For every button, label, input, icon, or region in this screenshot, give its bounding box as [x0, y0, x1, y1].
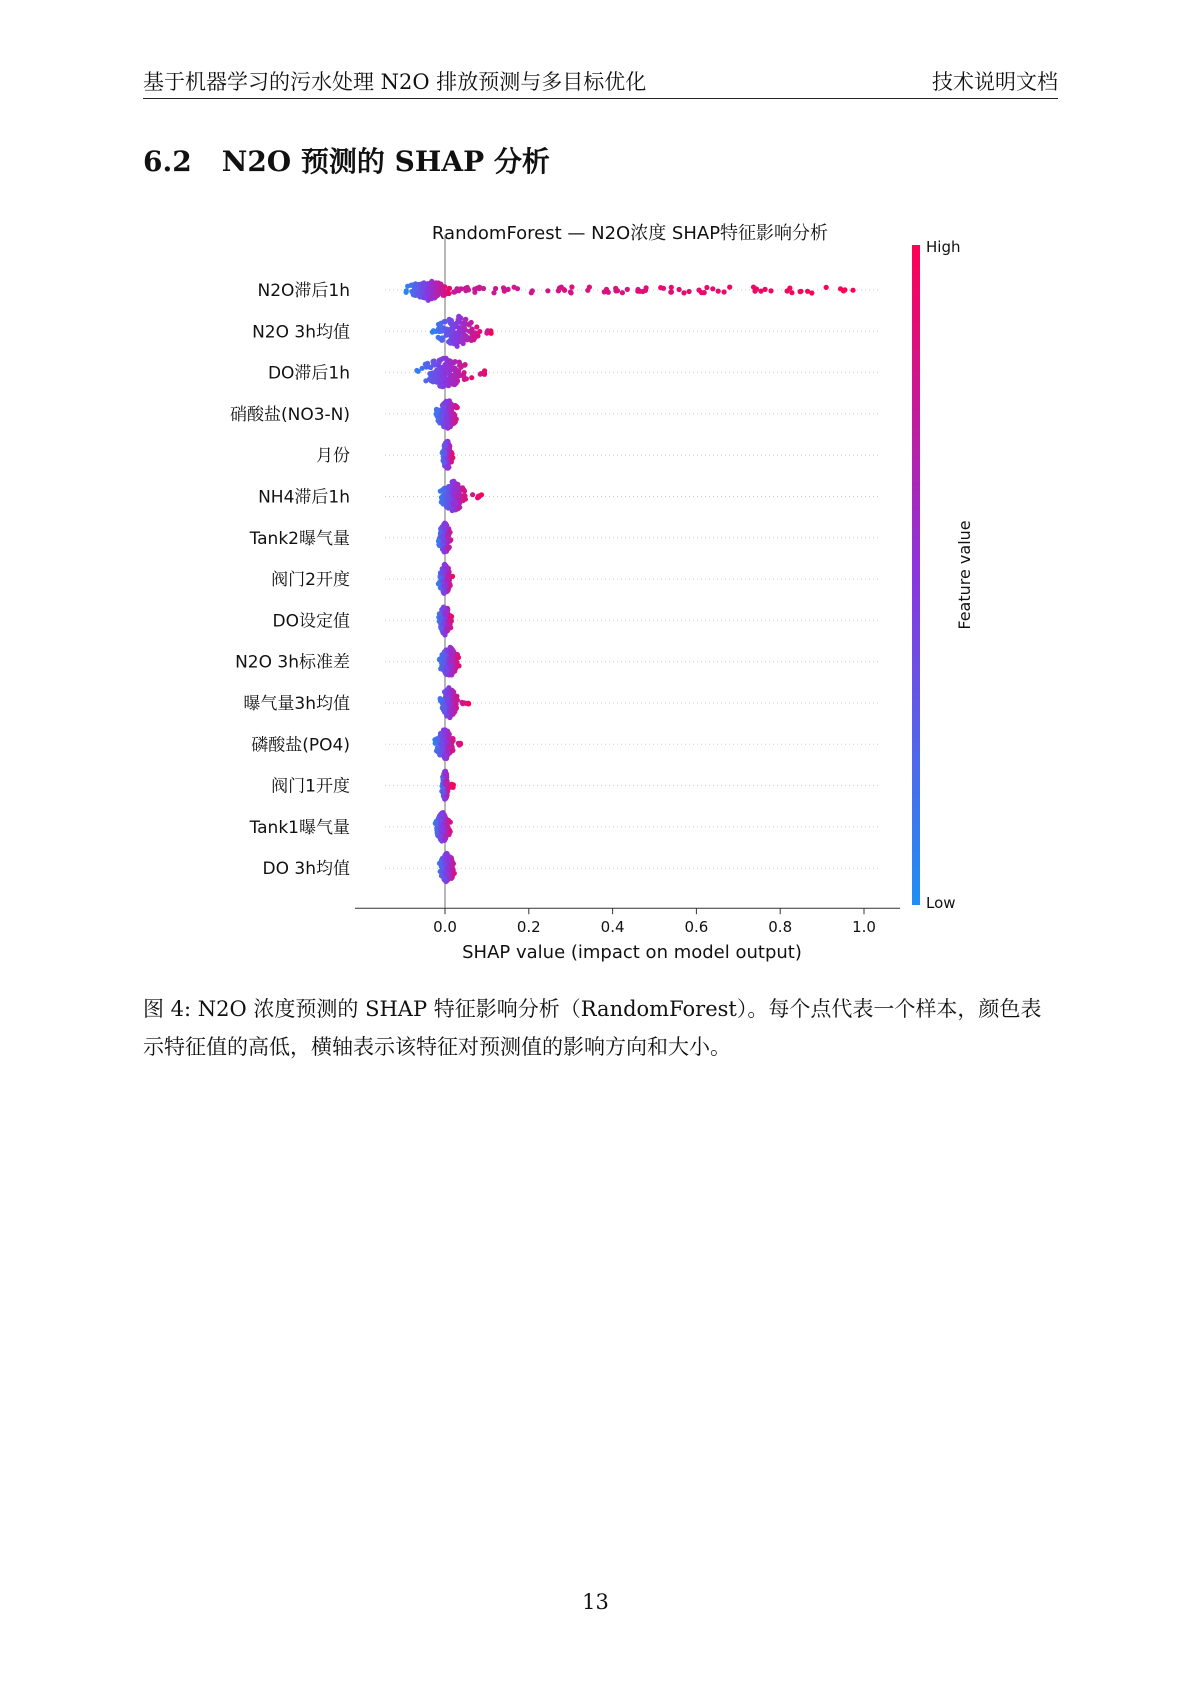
shap-point [669, 285, 674, 290]
x-tick-label: 0.8 [768, 918, 793, 937]
feature-label: DO 3h均值 [262, 859, 350, 880]
section-number: 6.2 [143, 145, 192, 178]
feature-label: 磷酸盐(PO4) [251, 735, 350, 756]
shap-point [569, 284, 574, 289]
shap-point [445, 465, 450, 470]
shap-point [625, 287, 630, 292]
shap-point [446, 573, 451, 578]
shap-point [440, 824, 445, 829]
shap-point [438, 288, 443, 293]
shap-point [455, 288, 460, 293]
shap-point [443, 773, 448, 778]
shap-point [444, 502, 449, 507]
shap-point [445, 533, 450, 538]
shap-point [442, 754, 447, 759]
shap-point [798, 289, 803, 294]
shap-point [439, 357, 444, 362]
shap-point [727, 285, 732, 290]
shap-point [464, 376, 469, 381]
shap-point [442, 584, 447, 589]
shap-point [431, 362, 436, 367]
shap-point [447, 744, 452, 749]
shap-point [448, 359, 453, 364]
shap-point [443, 382, 448, 387]
shap-point [461, 700, 466, 705]
colorbar-low-label: Low [926, 894, 956, 912]
x-tick-label: 0.0 [433, 918, 457, 937]
shap-point [441, 620, 446, 625]
shap-point [442, 521, 447, 526]
shap-point [458, 362, 463, 367]
feature-label: N2O 3h均值 [252, 322, 350, 343]
shap-point [441, 656, 446, 661]
feature-label: 硝酸盐(NO3-N) [229, 404, 350, 425]
shap-point [450, 711, 455, 716]
chart-title: RandomForest — N2O浓度 SHAP特征影响分析 [431, 223, 829, 244]
shap-point [457, 505, 462, 510]
shap-point [442, 460, 447, 465]
page-number: 13 [582, 1590, 609, 1614]
shap-point [454, 321, 459, 326]
shap-point [422, 295, 427, 300]
shap-point [441, 538, 446, 543]
shap-point [445, 628, 450, 633]
colorbar-high-label: High [926, 238, 961, 256]
shap-point [441, 652, 446, 657]
shap-point [430, 291, 435, 296]
figure-caption: 图 4: N2O 浓度预测的 SHAP 特征影响分析（RandomForest）。每个点代表一个样本，颜色表示特征值的高低，横轴表示该特征对预测值的影响方向和大小。 [143, 997, 1042, 1059]
shap-point [658, 285, 663, 290]
shap-point [438, 696, 443, 701]
shap-point [436, 539, 441, 544]
shap-point [569, 290, 574, 295]
shap-point [450, 479, 455, 484]
shap-point [502, 289, 507, 294]
shap-point [474, 324, 479, 329]
feature-dot-row [436, 562, 455, 596]
shap-point [470, 492, 475, 497]
shap-point [787, 286, 792, 291]
shap-point [491, 290, 496, 295]
shap-point [557, 285, 562, 290]
shap-point [443, 497, 448, 502]
shap-point [440, 740, 445, 745]
shap-point [763, 287, 768, 292]
shap-point [452, 490, 457, 495]
shap-point [456, 655, 461, 660]
shap-point [438, 626, 443, 631]
shap-point [444, 713, 449, 718]
shap-point [433, 373, 438, 378]
shap-point [464, 286, 469, 291]
shap-point [442, 525, 447, 530]
shap-point [482, 368, 487, 373]
shap-point [461, 321, 466, 326]
feature-dot-row [432, 727, 463, 761]
shap-point [436, 335, 441, 340]
shap-point [452, 871, 457, 876]
shap-point [768, 288, 773, 293]
shap-point [620, 290, 625, 295]
shap-point [443, 727, 448, 732]
shap-point [433, 741, 438, 746]
shap-point [716, 289, 721, 294]
shap-point [451, 690, 456, 695]
shap-point [447, 286, 452, 291]
shap-point [458, 339, 463, 344]
section-heading [143, 140, 550, 180]
feature-label: NH4滞后1h [258, 487, 350, 508]
shap-point [606, 290, 611, 295]
shap-point [440, 487, 445, 492]
shap-point [446, 619, 451, 624]
feature-label: Tank2曝气量 [249, 528, 350, 549]
shap-point [446, 546, 451, 551]
shap-point [850, 288, 855, 293]
shap-point [443, 871, 448, 876]
shap-point [444, 611, 449, 616]
colorbar-title: Feature value [955, 520, 974, 630]
shap-point [426, 288, 431, 293]
shap-point [439, 616, 444, 621]
feature-dot-row [437, 645, 462, 678]
shap-point [452, 338, 457, 343]
shap-point [443, 443, 448, 448]
shap-point [477, 329, 482, 334]
shap-point [461, 493, 466, 498]
shap-point [414, 368, 419, 373]
shap-point [462, 363, 467, 368]
shap-point [456, 741, 461, 746]
shap-point [805, 289, 810, 294]
shap-point [467, 321, 472, 326]
shap-point [444, 370, 449, 375]
header-doc-type: 技术说明文档 [932, 70, 1058, 94]
x-tick-label: 0.4 [600, 918, 625, 937]
shap-point [478, 372, 483, 377]
shap-point [455, 371, 460, 376]
feature-label: N2O滞后1h [257, 281, 350, 301]
x-tick-label: 0.6 [684, 918, 709, 937]
feature-label: DO滞后1h [267, 363, 350, 384]
shap-point [449, 648, 454, 653]
shap-point [451, 738, 456, 743]
shap-point [751, 285, 756, 290]
shap-point [789, 290, 794, 295]
shap-point [545, 288, 550, 293]
feature-dot-row [438, 685, 472, 720]
shap-point [429, 296, 434, 301]
shap-point [459, 326, 464, 331]
shap-point [404, 290, 409, 295]
shap-point [425, 361, 430, 366]
shap-point [587, 285, 592, 290]
shap-point [445, 668, 450, 673]
feature-dot-row [434, 398, 460, 431]
shap-point [842, 287, 847, 292]
header-title: 基于机器学习的污水处理 N2O 排放预测与多目标优化 [143, 70, 647, 94]
shap-point [448, 408, 453, 413]
feature-label: 月份 [316, 446, 350, 467]
shap-point [515, 286, 520, 291]
shap-point [449, 323, 454, 328]
feature-dot-row [430, 314, 494, 349]
shap-point [442, 568, 447, 573]
shap-point [444, 421, 449, 426]
shap-point [475, 495, 480, 500]
shap-point [444, 416, 449, 421]
feature-dot-row [437, 851, 457, 884]
shap-point [438, 282, 443, 287]
feature-label: 阀门1开度 [271, 776, 350, 797]
feature-label: N2O 3h标准差 [235, 652, 350, 673]
feature-label: 阀门2开度 [271, 570, 350, 591]
shap-point [668, 290, 673, 295]
shap-point [454, 332, 459, 337]
shap-point [449, 782, 454, 787]
shap-point [430, 283, 435, 288]
shap-point [439, 365, 444, 370]
shap-point [687, 289, 692, 294]
feature-label: Tank1曝气量 [249, 817, 350, 838]
shap-point [699, 290, 704, 295]
shap-point [722, 289, 727, 294]
shap-point [681, 290, 686, 295]
feature-dot-row [440, 439, 456, 471]
shap-point [437, 328, 442, 333]
running-header [143, 66, 1058, 99]
shap-point [445, 857, 450, 862]
shap-point [441, 790, 446, 795]
shap-point [443, 401, 448, 406]
shap-point [704, 285, 709, 290]
shap-point [465, 337, 470, 342]
shap-point [442, 451, 447, 456]
feature-dot-row [436, 521, 454, 555]
shap-point [435, 407, 440, 412]
shap-point [824, 285, 829, 290]
shap-point [442, 836, 447, 841]
shap-point [442, 797, 447, 802]
shap-point [446, 818, 451, 823]
shap-point [469, 375, 474, 380]
shap-point [431, 328, 436, 333]
shap-point [434, 368, 439, 373]
shap-point [562, 288, 567, 293]
shap-point [489, 331, 494, 336]
shap-point [445, 327, 450, 332]
shap-point [442, 861, 447, 866]
shap-point [443, 319, 448, 324]
shap-point [438, 749, 443, 754]
shap-point [445, 579, 450, 584]
shap-point [613, 288, 618, 293]
shap-point [637, 289, 642, 294]
feature-dot-row [404, 279, 856, 303]
shap-point [472, 335, 477, 340]
shap-point [441, 703, 446, 708]
shap-point [442, 562, 447, 567]
feature-dot-row [439, 769, 456, 802]
shap-point [710, 286, 715, 291]
colorbar [912, 245, 920, 905]
shap-point [438, 380, 443, 385]
shap-point [529, 290, 534, 295]
shap-point [449, 614, 454, 619]
shap-point [449, 419, 454, 424]
x-tick-label: 0.2 [516, 918, 541, 937]
shap-point [444, 356, 449, 361]
shap-point [477, 286, 482, 291]
feature-label: 曝气量3h均值 [243, 694, 350, 714]
shap-point [421, 284, 426, 289]
shap-point [644, 285, 649, 290]
shap-point [460, 485, 465, 490]
shap-point [436, 581, 441, 586]
feature-dot-row [433, 810, 453, 844]
x-tick-label: 1.0 [852, 918, 876, 937]
shap-point [439, 413, 444, 418]
x-axis-label: SHAP value (impact on model output) [462, 942, 802, 964]
shap-point [470, 330, 475, 335]
shap-point [453, 403, 458, 408]
shap-point [447, 662, 452, 667]
shap-point [413, 284, 418, 289]
shap-summary-chart [200, 215, 1000, 975]
shap-point [439, 812, 444, 817]
shap-point [450, 381, 455, 386]
shap-point [450, 705, 455, 710]
feature-label: DO设定值 [272, 611, 350, 632]
section-title-text: N2O 预测的 SHAP 分析 [221, 145, 550, 178]
feature-dot-row [436, 605, 454, 638]
shap-point [677, 287, 682, 292]
shap-point [450, 413, 455, 418]
